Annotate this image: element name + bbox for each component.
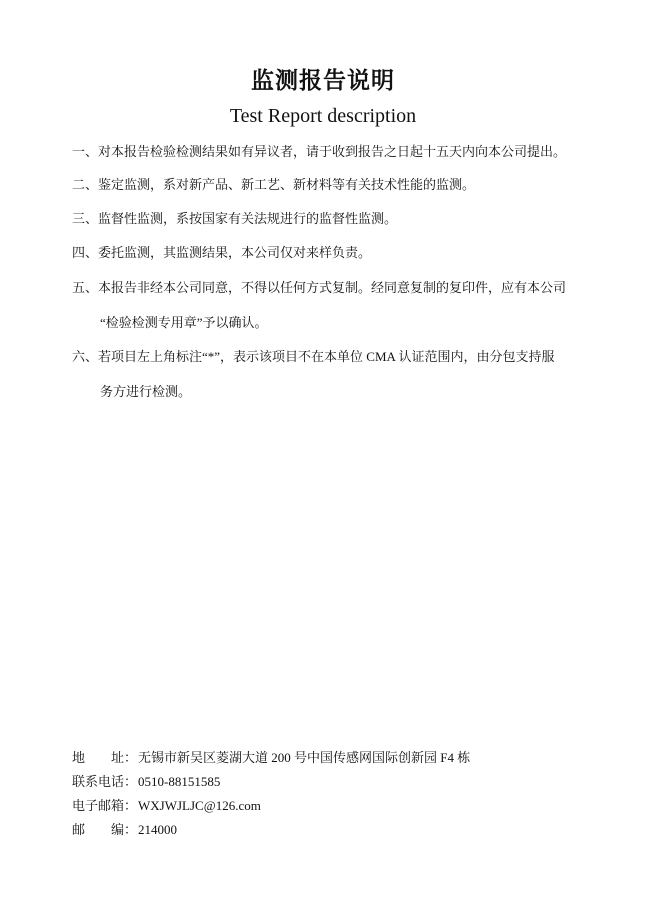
contact-postcode [72,820,592,840]
note-number: 四、 [72,245,99,260]
contact-email [72,796,592,816]
note-item-2 [72,175,582,195]
contact-label: 联系电话： [72,774,138,789]
contact-address [72,748,592,768]
note-item-5-continuation: “检验检测专用章”予以确认。 [100,315,268,330]
note-number: 五、 [72,280,99,295]
note-text: 委托监测，其监测结果，本公司仅对来样负责。 [98,245,372,260]
note-number: 三、 [72,211,99,226]
note-text: 本报告非经本公司同意，不得以任何方式复制。经同意复制的复印件，应有本公司 [98,280,567,295]
note-item-5 [72,278,582,298]
note-item-6 [72,347,582,367]
contact-phone [72,772,592,792]
note-text: 对本报告检验检测结果如有异议者，请于收到报告之日起十五天内向本公司提出。 [98,144,567,159]
note-number: 六、 [72,349,99,364]
contact-value: 214000 [138,822,177,837]
contact-value: WXJWJLJC@126.com [138,798,261,813]
note-number: 二、 [72,177,99,192]
contact-label: 邮 编： [72,822,138,837]
note-item-3 [72,209,582,229]
note-text: 监督性监测，系按国家有关法规进行的监督性监测。 [98,211,398,226]
note-item-6-continuation: 务方进行检测。 [100,384,192,399]
contact-label: 地 址： [72,750,138,765]
page-title: 监测报告说明 [251,68,395,94]
note-item-1 [72,142,582,162]
contact-label: 电子邮箱： [72,798,138,813]
note-text: 若项目左上角标注“*”，表示该项目不在本单位 CMA 认证范围内，由分包支持服 [98,349,555,364]
note-number: 一、 [72,144,99,159]
contact-value: 0510-88151585 [138,774,221,789]
note-text: 鉴定监测，系对新产品、新工艺、新材料等有关技术性能的监测。 [98,177,476,192]
note-item-4 [72,243,582,263]
contact-value: 无锡市新吴区菱湖大道 200 号中国传感网国际创新园 F4 栋 [138,750,471,765]
page-subtitle: Test Report description [229,105,417,127]
